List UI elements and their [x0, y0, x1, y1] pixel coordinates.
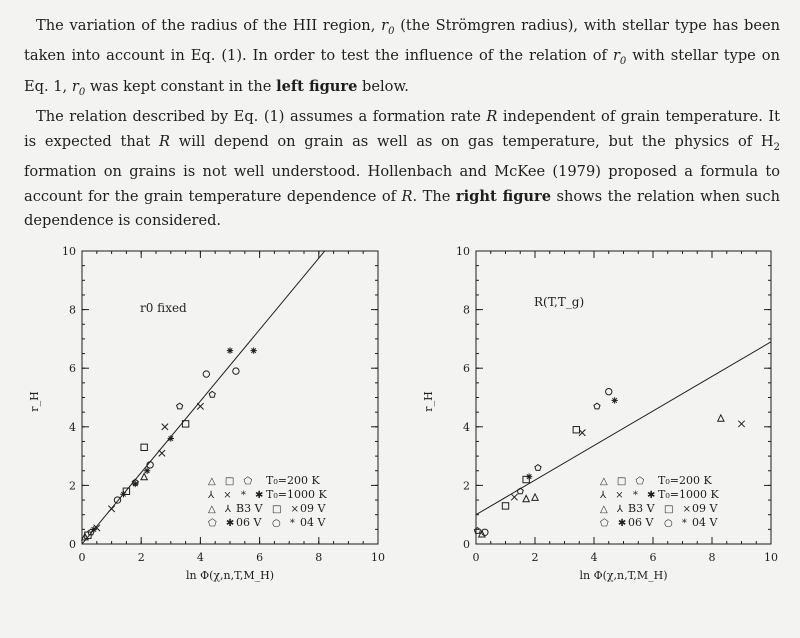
chart-1 [28, 245, 385, 582]
data-point [611, 397, 617, 403]
data-point [606, 388, 612, 394]
legend-symbols: ⅄ × * ✱ [208, 490, 267, 501]
paragraph-2: The relation described by Eq. (1) assumes a formation rate R independent of grain temperature. It is expected that R will depend on grain as well as on gas temperature, but the physics of $H_2$ formation on grains is not well understood. Hollenbach and McKee (1979) proposed a formula to account for the grain temperature dependence of R. The right figure shows the relation when such dependence is considered. [24, 108, 781, 230]
chart-annotation: r0 fixed [140, 301, 187, 315]
legend-label: T₀=200 K [266, 474, 320, 487]
legend-label: B3 V [628, 502, 655, 515]
x-tick-label: 6 [649, 551, 657, 564]
y-tick-label: 4 [69, 420, 76, 434]
data-point [141, 473, 147, 479]
legend-symbols: ⅄ × * ✱ [600, 490, 659, 501]
legend-symbols: ○ * [272, 518, 298, 529]
y-axis-label: r_H [422, 391, 435, 412]
legend-symbols: ⬠ ✱ [208, 518, 238, 529]
x-tick-label: 10 [764, 551, 778, 564]
data-point [177, 403, 183, 409]
data-point [594, 403, 600, 409]
fit-line [476, 342, 771, 515]
x-tick-label: 6 [256, 551, 264, 564]
data-point [159, 450, 165, 456]
data-point [168, 435, 174, 441]
data-point [511, 494, 517, 500]
legend-label: 06 V [628, 516, 654, 529]
legend-symbols: △ ⅄ [208, 504, 234, 515]
legend-label: T₀=200 K [658, 474, 712, 487]
legend-label: 04 V [692, 516, 718, 529]
y-tick-label: 2 [463, 479, 470, 493]
legend-label: T₀=1000 K [658, 488, 719, 501]
data-point [474, 528, 480, 534]
y-tick-label: 0 [463, 538, 470, 551]
legend-label: 06 V [236, 516, 262, 529]
data-point [502, 503, 508, 509]
y-tick-label: 6 [463, 362, 470, 376]
x-tick-label: 4 [196, 551, 204, 564]
x-tick-label: 10 [371, 551, 385, 564]
y-tick-label: 2 [69, 479, 76, 493]
paragraph-1: The variation of the radius of the HII region, $r_0$ (the Strömgren radius), with stellar type has been taken into account in Eq. (1). In order to test the influence of the relation of $r_0$ with stellar type on Eq. 1, $r_0$ was kept constant in the left figure below. [24, 17, 781, 98]
legend-symbols: □ × [664, 504, 695, 515]
legend-symbols: △ □ ⬠ [600, 476, 648, 487]
legend-label: 04 V [300, 516, 326, 529]
data-point [209, 391, 215, 397]
data-point [114, 497, 120, 503]
legend-label: 09 V [692, 502, 718, 515]
data-point [227, 347, 233, 353]
legend-symbols: △ ⅄ [600, 504, 626, 515]
data-point [718, 415, 724, 421]
data-point [141, 444, 147, 450]
data-point [535, 465, 541, 471]
x-tick-label: 2 [531, 551, 539, 564]
legend-symbols: ⬠ ✱ [600, 518, 630, 529]
data-point [523, 495, 529, 501]
data-point [573, 427, 579, 433]
data-point [532, 494, 538, 500]
x-tick-label: 0 [472, 551, 480, 564]
y-tick-label: 0 [69, 538, 76, 551]
y-tick-label: 8 [69, 303, 76, 317]
data-point [526, 473, 532, 479]
legend-label: B3 V [236, 502, 263, 515]
data-point [108, 506, 114, 512]
data-point [203, 371, 209, 377]
data-point [162, 424, 168, 430]
y-tick-label: 10 [456, 245, 470, 258]
chart-annotation: R(T,T_g) [534, 295, 585, 309]
x-tick-label: 8 [315, 551, 323, 564]
x-tick-label: 8 [708, 551, 716, 564]
y-tick-label: 10 [62, 245, 76, 258]
x-tick-label: 0 [78, 551, 86, 564]
y-tick-label: 4 [463, 420, 470, 434]
x-tick-label: 2 [137, 551, 145, 564]
legend-symbols: ○ * [664, 518, 690, 529]
legend-symbols: △ □ ⬠ [208, 476, 256, 487]
data-point [233, 368, 239, 374]
legend-label: T₀=1000 K [266, 488, 327, 501]
y-tick-label: 8 [463, 303, 470, 317]
y-axis-label: r_H [28, 391, 41, 412]
chart-2 [422, 245, 778, 582]
x-axis-label: ln Φ(χ,n,T,M_H) [579, 569, 668, 582]
y-tick-label: 6 [69, 362, 76, 376]
x-axis-label: ln Φ(χ,n,T,M_H) [185, 569, 275, 582]
legend-label: 09 V [300, 502, 326, 515]
data-point [197, 403, 203, 409]
data-point [738, 421, 744, 427]
legend-symbols: □ × [272, 504, 303, 515]
x-tick-label: 4 [590, 551, 598, 564]
data-point [250, 347, 256, 353]
